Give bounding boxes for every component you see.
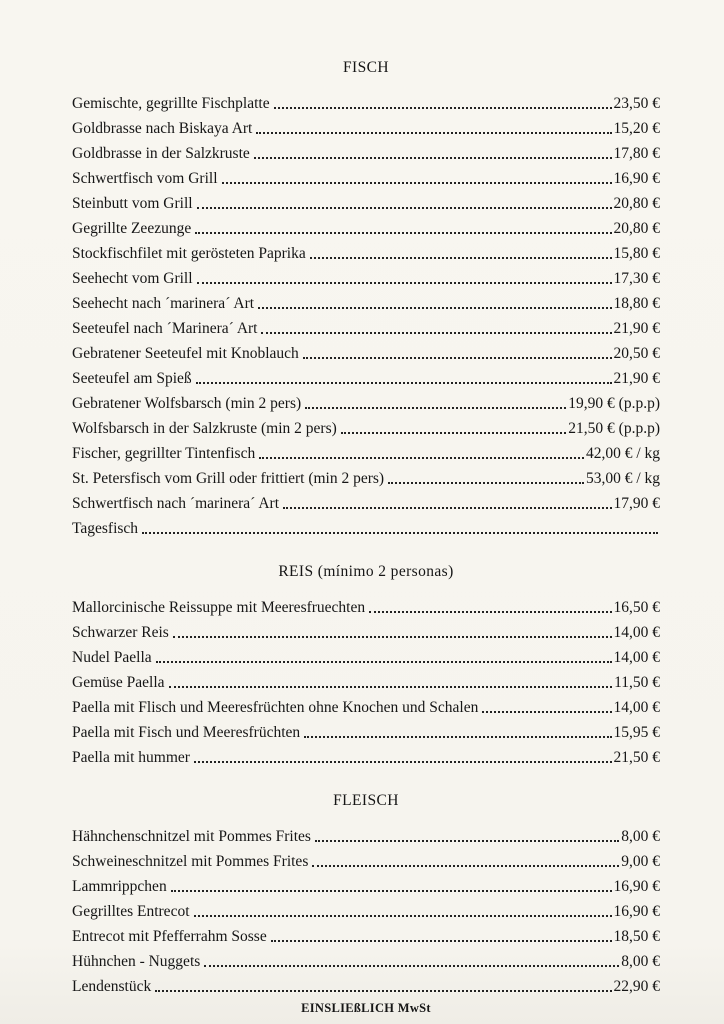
dot-leader [256, 132, 611, 134]
footer-note: EINSLIEßLICH MwSt [301, 1001, 431, 1015]
item-price: 15,80 € [613, 244, 660, 262]
menu-item-row [72, 871, 660, 896]
menu-item-row [72, 821, 660, 846]
dot-leader [222, 182, 612, 184]
dot-leader [194, 915, 612, 917]
item-name: Gegrilltes Entrecot [72, 902, 190, 920]
item-name: Seeteufel nach ´Marinera´ Art [72, 319, 258, 337]
dot-leader [156, 661, 612, 663]
menu-item-row [72, 388, 660, 413]
menu-item-row [72, 238, 660, 263]
menu-item-row [72, 463, 660, 488]
dot-leader [305, 407, 566, 409]
item-name: Gemischte, gegrillte Fischplatte [72, 94, 270, 112]
item-name: Schwertfisch nach ´marinera´ Art [72, 494, 280, 512]
menu-item-row [72, 263, 660, 288]
menu-item-row [72, 971, 660, 996]
menu-item-row [72, 213, 660, 238]
item-name: Goldbrasse nach Biskaya Art [72, 119, 253, 137]
dot-leader [271, 940, 612, 942]
dot-leader [283, 507, 611, 509]
item-name: Gemüse Paella [72, 673, 165, 691]
item-name: Schweineschnitzel mit Pommes Frites [72, 852, 309, 870]
item-name: Stockfischfilet mit gerösteten Paprika [72, 244, 306, 262]
dot-leader [195, 232, 611, 234]
item-name: Paella mit Fisch und Meeresfrüchten [72, 723, 301, 741]
dot-leader [173, 636, 612, 638]
menu-item-row [72, 413, 660, 438]
menu-item-row [72, 88, 660, 113]
menu-section [72, 56, 660, 538]
dot-leader [310, 257, 612, 259]
item-price: 17,90 € [613, 494, 660, 512]
menu-item-row [72, 163, 660, 188]
item-price: 21,50 € (p.p.p) [568, 419, 660, 437]
dot-leader [197, 207, 612, 209]
item-price: 15,95 € [613, 723, 660, 741]
item-price: 11,50 € [614, 673, 660, 691]
item-price: 17,80 € [613, 144, 660, 162]
item-name: Fischer, gegrillter Tintenfisch [72, 444, 256, 462]
item-price: 16,90 € [613, 877, 660, 895]
menu-item-row [72, 667, 660, 692]
item-name: Gebratener Seeteufel mit Knoblauch [72, 344, 299, 362]
dot-leader [254, 157, 612, 159]
item-price: 17,30 € [613, 269, 660, 287]
item-name: St. Petersfisch vom Grill oder frittiert (min 2 pers) [72, 469, 385, 487]
item-name: Gegrillte Zeezunge [72, 219, 192, 237]
menu-item-row [72, 288, 660, 313]
item-price: 23,50 € [613, 94, 660, 112]
item-name: Schwertfisch vom Grill [72, 169, 218, 187]
item-price: 9,00 € [621, 852, 660, 870]
dot-leader [196, 382, 612, 384]
menu-item-row [72, 617, 660, 642]
item-price: 8,00 € [621, 827, 660, 845]
dot-leader [142, 532, 658, 534]
menu-item-row [72, 717, 660, 742]
menu-item-row [72, 138, 660, 163]
item-name: Entrecot mit Pfefferrahm Sosse [72, 927, 267, 945]
section-title: REIS (mínimo 2 personas) [278, 563, 454, 580]
dot-leader [155, 990, 611, 992]
dot-leader [303, 357, 612, 359]
dot-leader [194, 761, 612, 763]
item-name: Seehecht vom Grill [72, 269, 193, 287]
dot-leader [259, 457, 584, 459]
section-title: FISCH [343, 59, 389, 76]
item-price: 20,80 € [613, 194, 660, 212]
item-name: Lendenstück [72, 977, 152, 995]
menu-item-row [72, 742, 660, 767]
item-name: Gebratener Wolfsbarsch (min 2 pers) [72, 394, 302, 412]
dot-leader [204, 965, 619, 967]
item-price: 16,90 € [613, 902, 660, 920]
menu [72, 56, 660, 996]
item-name: Paella mit Flisch und Meeresfrüchten ohne Knochen und Schalen [72, 698, 479, 716]
menu-item-row [72, 438, 660, 463]
dot-leader [341, 432, 567, 434]
menu-item-row [72, 513, 660, 538]
item-name: Hühnchen - Nuggets [72, 952, 201, 970]
item-price: 8,00 € [621, 952, 660, 970]
dot-leader [171, 890, 612, 892]
item-name: Goldbrasse in der Salzkruste [72, 144, 250, 162]
item-name: Wolfsbarsch in der Salzkruste (min 2 pers) [72, 419, 337, 437]
menu-item-row [72, 338, 660, 363]
item-price: 16,50 € [613, 598, 660, 616]
item-price: 16,90 € [613, 169, 660, 187]
menu-item-row [72, 188, 660, 213]
dot-leader [274, 107, 612, 109]
dot-leader [388, 482, 584, 484]
item-price: 18,50 € [613, 927, 660, 945]
item-price: 42,00 € / kg [585, 444, 660, 462]
menu-item-row [72, 921, 660, 946]
item-name: Steinbutt vom Grill [72, 194, 193, 212]
item-price: 14,00 € [613, 698, 660, 716]
item-price: 53,00 € / kg [585, 469, 660, 487]
item-price: 18,80 € [613, 294, 660, 312]
item-price: 14,00 € [613, 648, 660, 666]
menu-item-row [72, 488, 660, 513]
dot-leader [169, 686, 613, 688]
menu-item-row [72, 642, 660, 667]
item-price: 14,00 € [613, 623, 660, 641]
dot-leader [482, 711, 611, 713]
item-price: 20,50 € [613, 344, 660, 362]
item-name: Hähnchenschnitzel mit Pommes Frites [72, 827, 311, 845]
menu-item-row [72, 113, 660, 138]
menu-item-row [72, 946, 660, 971]
item-price: 15,20 € [613, 119, 660, 137]
item-name: Nudel Paella [72, 648, 152, 666]
item-price: 20,80 € [613, 219, 660, 237]
item-name: Paella mit hummer [72, 748, 190, 766]
section-items [72, 592, 660, 767]
dot-leader [258, 307, 611, 309]
menu-item-row [72, 592, 660, 617]
menu-section [72, 789, 660, 996]
item-price: 21,50 € [613, 748, 660, 766]
section-title: FLEISCH [333, 792, 399, 809]
menu-item-row [72, 846, 660, 871]
item-name: Lammrippchen [72, 877, 167, 895]
dot-leader [315, 840, 619, 842]
menu-item-row [72, 363, 660, 388]
item-price: 21,90 € [613, 319, 660, 337]
section-items [72, 821, 660, 996]
item-name: Schwarzer Reis [72, 623, 169, 641]
section-items [72, 88, 660, 538]
dot-leader [304, 736, 611, 738]
item-price: 22,90 € [613, 977, 660, 995]
dot-leader [369, 611, 611, 613]
menu-item-row [72, 896, 660, 921]
menu-item-row [72, 313, 660, 338]
item-name: Seeteufel am Spieß [72, 369, 192, 387]
menu-item-row [72, 692, 660, 717]
item-name: Mallorcinische Reissuppe mit Meeresfruechten [72, 598, 366, 616]
menu-section [72, 560, 660, 767]
item-name: Seehecht nach ´marinera´ Art [72, 294, 255, 312]
dot-leader [261, 332, 611, 334]
dot-leader [312, 865, 619, 867]
dot-leader [197, 282, 612, 284]
item-price: 19,90 € (p.p.p) [568, 394, 660, 412]
item-name: Tagesfisch [72, 519, 139, 537]
item-price: 21,90 € [613, 369, 660, 387]
